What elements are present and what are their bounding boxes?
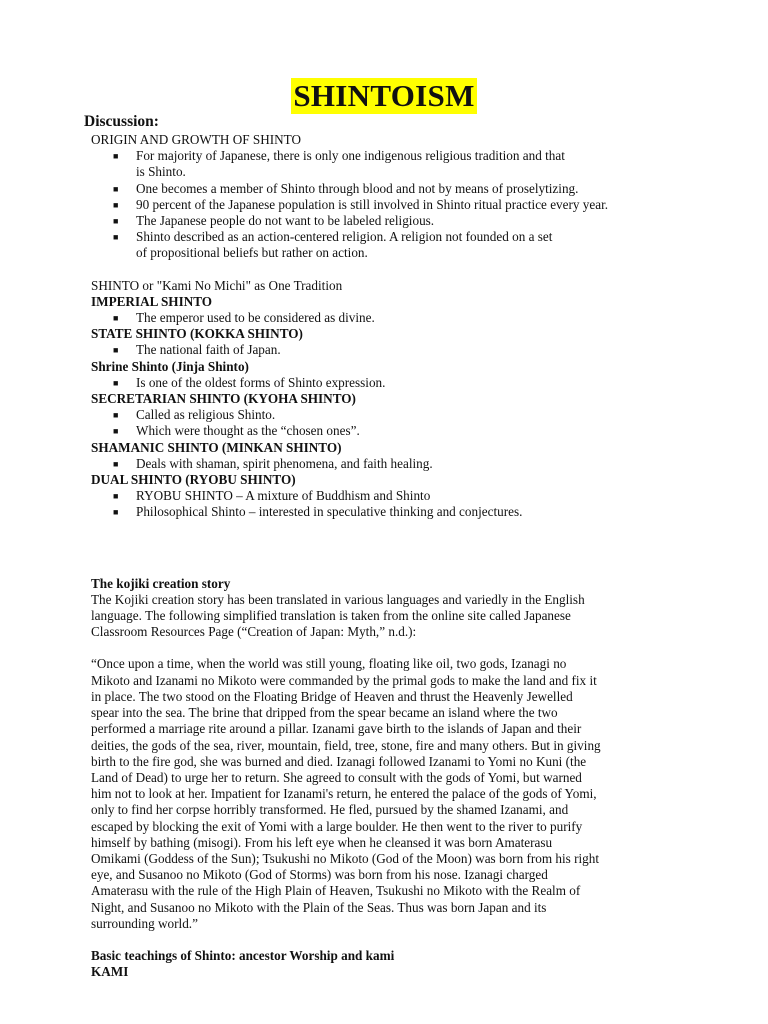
kojiki-quote-paragraph [91, 656, 691, 931]
list-item-text: Shinto described as an action-centered religion. A religion not founded on a set [136, 229, 553, 245]
list-item [91, 229, 691, 261]
list-item-text: The Japanese people do not want to be labeled religious. [136, 213, 435, 229]
section-bullet-list [91, 488, 691, 520]
list-item-text: 90 percent of the Japanese population is still involved in Shinto ritual practice every year. [136, 196, 609, 212]
list-item [91, 148, 691, 180]
list-item-text: is Shinto. [136, 164, 186, 180]
section-bullet-list [91, 310, 691, 326]
paragraph-line: Land of Dead) to urge her to return. She agreed to consult with the gods of Yomi, but warned [91, 769, 582, 785]
paragraph-line: himself by bathing (misogi). From his left eye when he cleansed it was born Amaterasu [91, 834, 553, 850]
origin-heading: ORIGIN AND GROWTH OF SHINTO [91, 132, 302, 147]
spacer [91, 640, 691, 656]
paragraph-line: eye, and Susanoo no Mikoto (God of Storms) was born from his nose. Izanagi charged [91, 867, 548, 883]
bullet-marker: ■ [113, 458, 119, 469]
list-item-text: Philosophical Shinto – interested in speculative thinking and conjectures. [136, 504, 523, 520]
list-item [91, 197, 691, 213]
list-item-text: Is one of the oldest forms of Shinto expression. [136, 374, 386, 390]
paragraph-line: “Once upon a time, when the world was still young, floating like oil, two gods, Izanagi no [91, 656, 567, 672]
paragraph-line: The Kojiki creation story has been translated in various languages and variedly in the English [91, 591, 585, 607]
title-container [0, 78, 768, 114]
bullet-marker: ■ [113, 410, 119, 421]
paragraph-line: only to find her corpse horribly transformed. He fled, pursued by the shamed Izanami, and [91, 802, 569, 818]
bullet-marker: ■ [113, 377, 119, 388]
bullet-marker: ■ [113, 199, 119, 210]
section-heading: SHAMANIC SHINTO (MINKAN SHINTO) [91, 439, 342, 455]
paragraph-line: deities, the gods of the sea, river, mountain, field, tree, stone, fire and many others. But in giving [91, 737, 601, 753]
spacer [91, 262, 691, 278]
bullet-marker: ■ [113, 232, 119, 243]
bullet-marker: ■ [113, 426, 119, 437]
list-item-text: RYOBU SHINTO – A mixture of Buddhism and Shinto [136, 488, 431, 504]
list-item [91, 213, 691, 229]
list-item [91, 423, 691, 439]
section-bullet-list [91, 375, 691, 391]
list-item-text: Deals with shaman, spirit phenomena, and faith healing. [136, 455, 433, 471]
section-heading: Shrine Shinto (Jinja Shinto) [91, 358, 249, 374]
bullet-marker: ■ [113, 491, 119, 502]
list-item-text: Called as religious Shinto. [136, 407, 276, 423]
list-item [91, 181, 691, 197]
section-heading: SECRETARIAN SHINTO (KYOHA SHINTO) [91, 391, 356, 407]
list-item-text: One becomes a member of Shinto through blood and not by means of proselytizing. [136, 180, 579, 196]
list-item [91, 375, 691, 391]
paragraph-line: Amaterasu with the rule of the High Plain of Heaven, Tsukushi no Mikoto with the Realm of [91, 883, 581, 899]
basic-teachings-heading: Basic teachings of Shinto: ancestor Worship and kami [91, 947, 395, 963]
list-item-text: of propositional beliefs but rather on action. [136, 245, 368, 261]
discussion-label: Discussion: [84, 113, 159, 130]
document-title: SHINTOISM [293, 78, 475, 113]
list-item [91, 342, 691, 358]
paragraph-line: Night, and Susanoo no Mikoto with the Plain of the Seas. Thus was born Japan and its [91, 899, 547, 915]
bullet-marker: ■ [113, 183, 119, 194]
section-bullet-list [91, 456, 691, 472]
paragraph-line: language. The following simplified translation is taken from the online site called Japanese [91, 608, 571, 624]
paragraph-line: Mikoto and Izanami no Mikoto were commanded by the primal gods to make the land and fix it [91, 672, 597, 688]
paragraph-line: spear into the sea. The brine that dripped from the spear became an island where the two [91, 705, 558, 721]
section-bullet-list [91, 342, 691, 358]
paragraph-line: him not to look at her. Impatient for Izanami's return, he entered the palace of the gods of Yomi, [91, 786, 597, 802]
paragraph-line: birth to the fire god, she was burned and died. Izanagi followed Izanami to Yomi no Kuni (the [91, 753, 587, 769]
paragraph-line: Omikami (Goddess of the Sun); Tsukushi no Mikoto (God of the Moon) was born from his right [91, 850, 599, 866]
section-bullet-list [91, 407, 691, 439]
tradition-heading: SHINTO or "Kami No Michi" as One Tradition [91, 277, 343, 293]
paragraph-line: performed a marriage rite around a pillar. Izanami gave birth to the islands of Japan and their [91, 721, 582, 737]
list-item [91, 488, 691, 504]
kojiki-intro-paragraph [91, 592, 691, 641]
paragraph-line: Classroom Resources Page (“Creation of Japan: Myth,” n.d.): [91, 624, 417, 640]
list-item-text: For majority of Japanese, there is only one indigenous religious tradition and that [136, 148, 565, 164]
bullet-marker: ■ [113, 345, 119, 356]
kami-heading: KAMI [91, 964, 129, 980]
spacer [91, 932, 691, 948]
paragraph-line: escaped by blocking the exit of Yomi with a large boulder. He then went to the river to purify [91, 818, 583, 834]
bullet-marker: ■ [113, 216, 119, 227]
bullet-marker: ■ [113, 507, 119, 518]
list-item [91, 407, 691, 423]
kojiki-heading: The kojiki creation story [91, 575, 231, 591]
spacer [91, 521, 691, 576]
section-heading: DUAL SHINTO (RYOBU SHINTO) [91, 472, 296, 488]
origin-bullet-list [91, 148, 691, 261]
list-item [91, 310, 691, 326]
paragraph-line: in place. The two stood on the Floating Bridge of Heaven and thrust the Heavenly Jewelled [91, 688, 573, 704]
bullet-marker: ■ [113, 151, 119, 162]
list-item-text: Which were thought as the “chosen ones”. [136, 423, 360, 439]
section-heading: IMPERIAL SHINTO [91, 293, 213, 309]
bullet-marker: ■ [113, 313, 119, 324]
list-item-text: The national faith of Japan. [136, 342, 281, 358]
list-item-text: The emperor used to be considered as divine. [136, 310, 375, 326]
paragraph-line: surrounding world.” [91, 915, 198, 931]
document-body [91, 132, 691, 980]
list-item [91, 504, 691, 520]
section-heading: STATE SHINTO (KOKKA SHINTO) [91, 326, 303, 342]
list-item [91, 456, 691, 472]
